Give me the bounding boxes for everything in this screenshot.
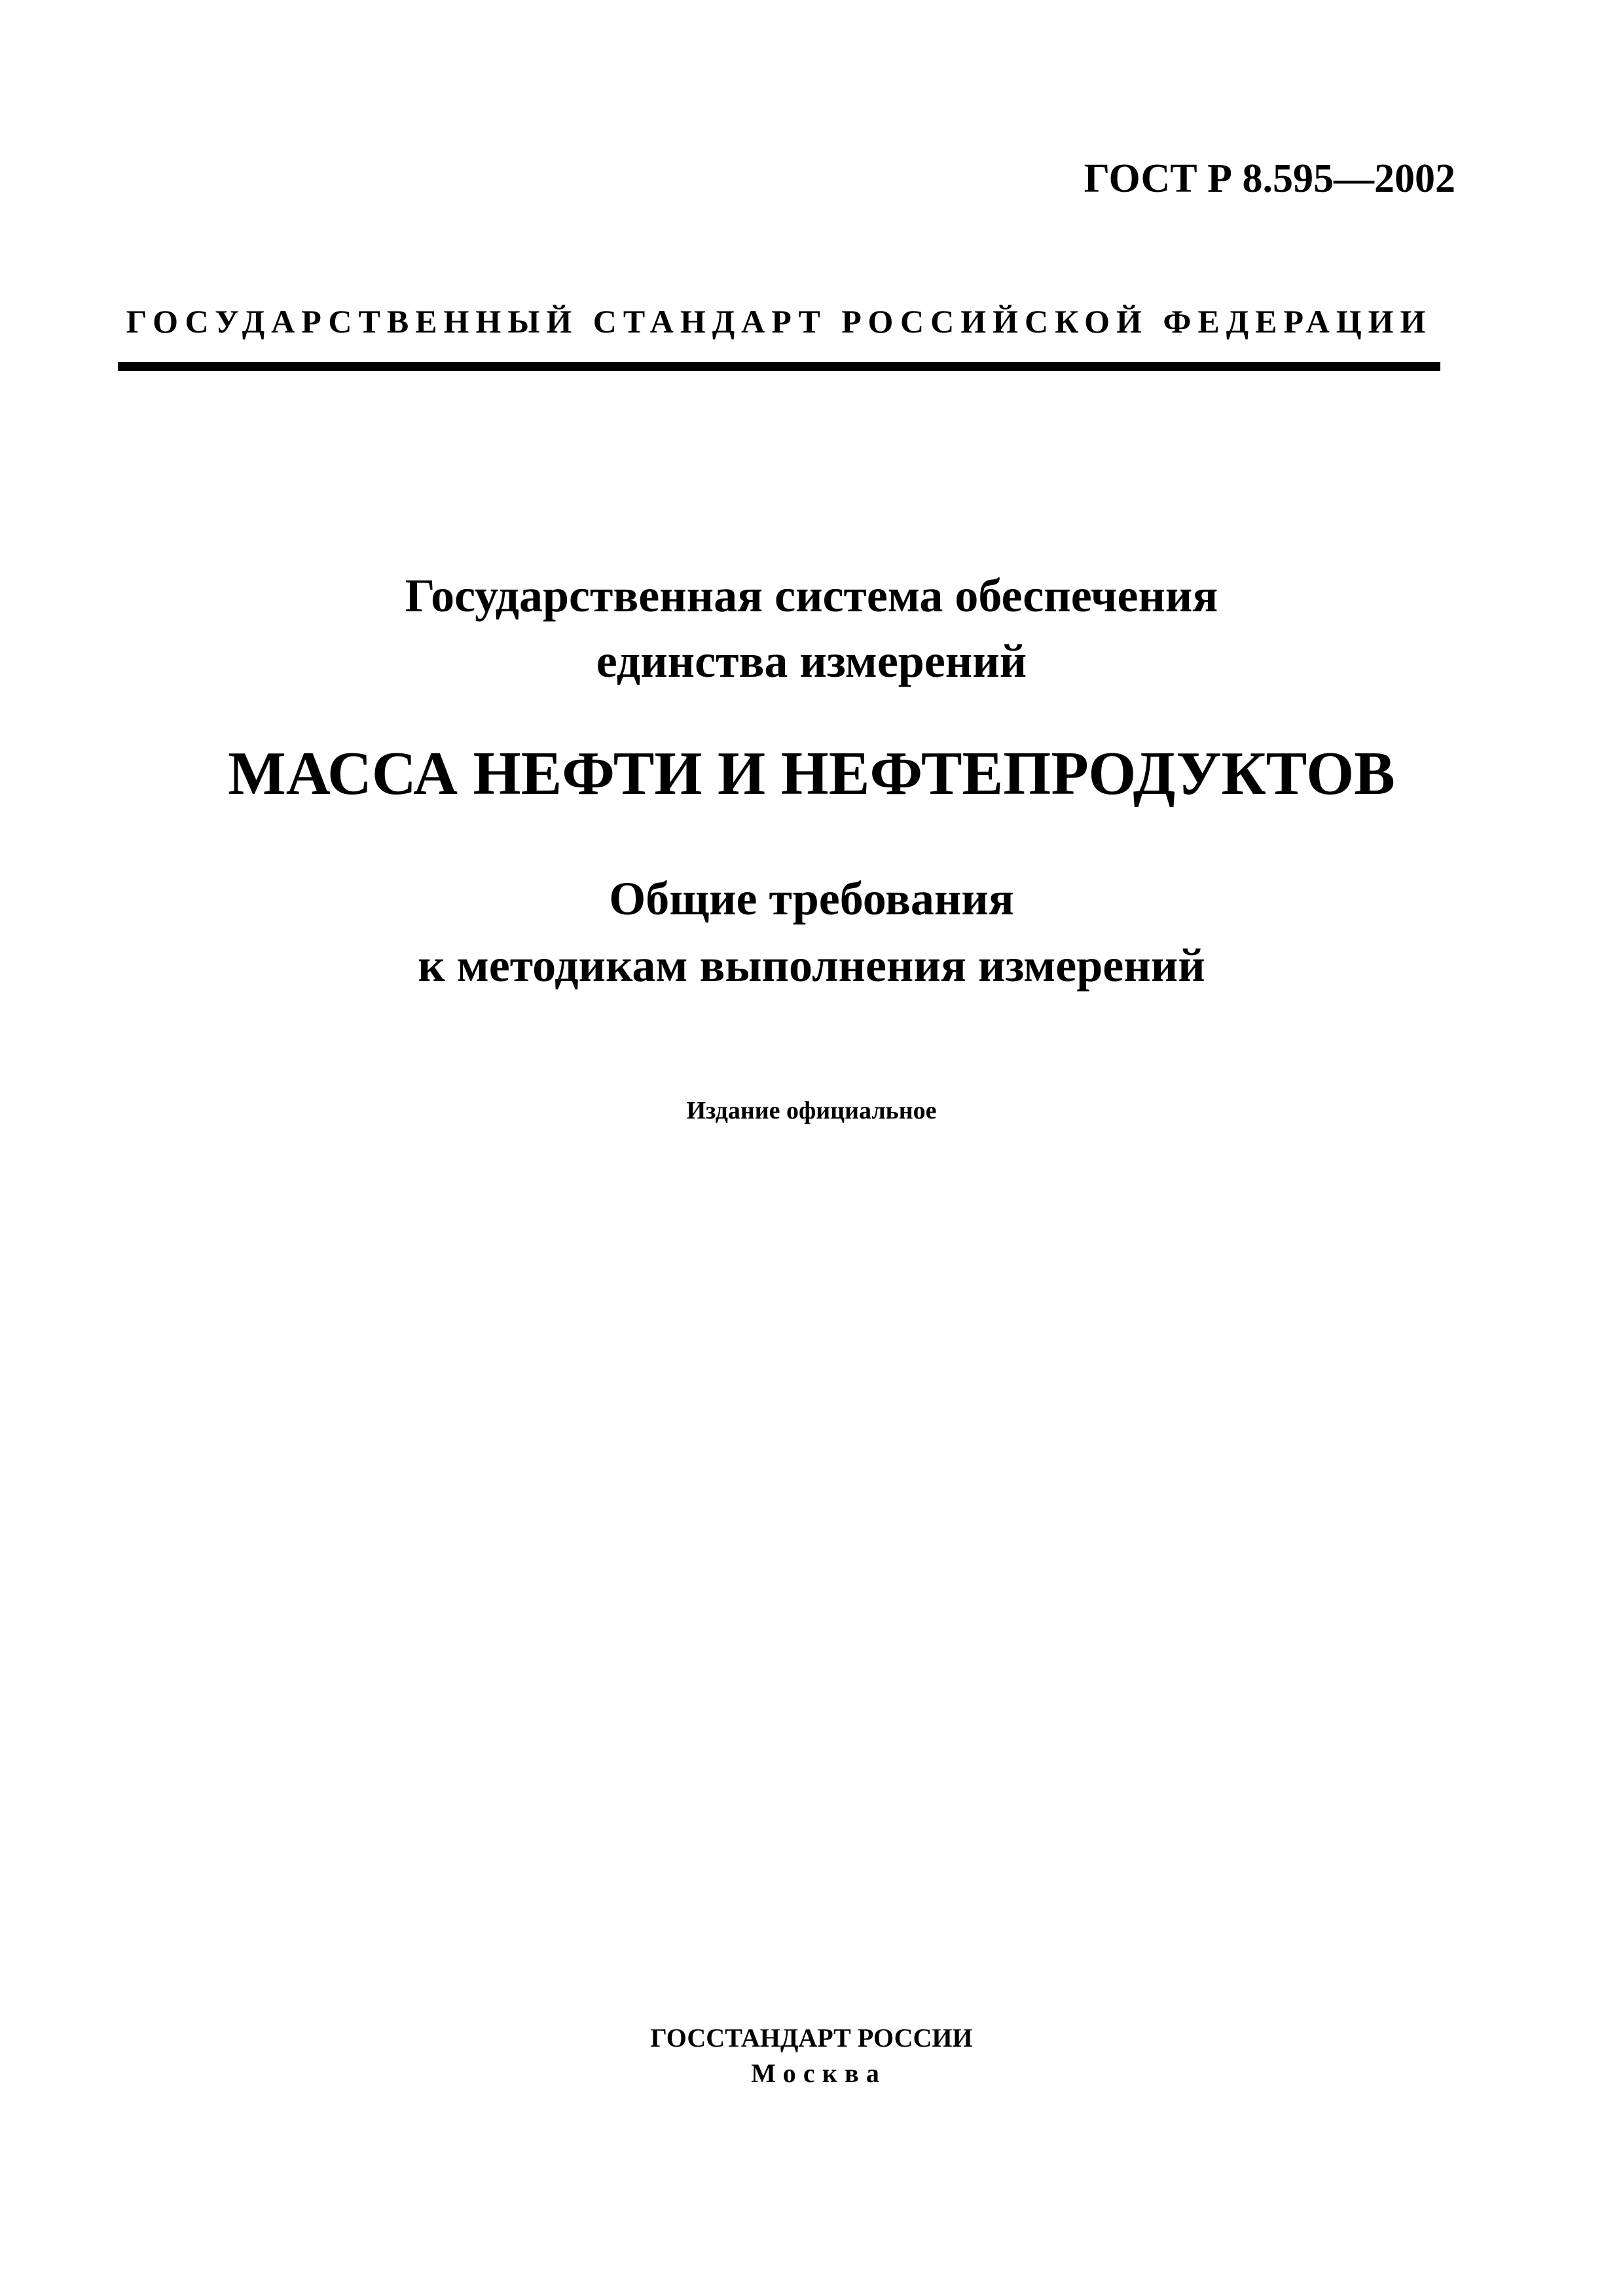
main-title: МАССА НЕФТИ И НЕФТЕПРОДУКТОВ (228, 740, 1395, 808)
subtitle (0, 865, 1623, 999)
state-standard-heading: ГОСУДАРСТВЕННЫЙ СТАНДАРТ РОССИЙСКОЙ ФЕДЕРАЦИИ (126, 303, 1432, 340)
document-code: ГОСТ Р 8.595—2002 (1084, 156, 1455, 201)
subtitle-line-2: к методикам выполнения измерений (418, 939, 1205, 992)
system-title-line-2: единства измерений (596, 635, 1027, 687)
publication-city: Москва (751, 2058, 887, 2088)
system-title-line-1: Государственная система обеспечения (405, 569, 1218, 622)
system-title (0, 563, 1623, 694)
publisher-name: ГОССТАНДАРТ РОССИИ (650, 2023, 973, 2053)
edition-label: Издание официальное (686, 1097, 937, 1124)
subtitle-line-1: Общие требования (609, 872, 1014, 925)
header-divider (118, 362, 1440, 371)
